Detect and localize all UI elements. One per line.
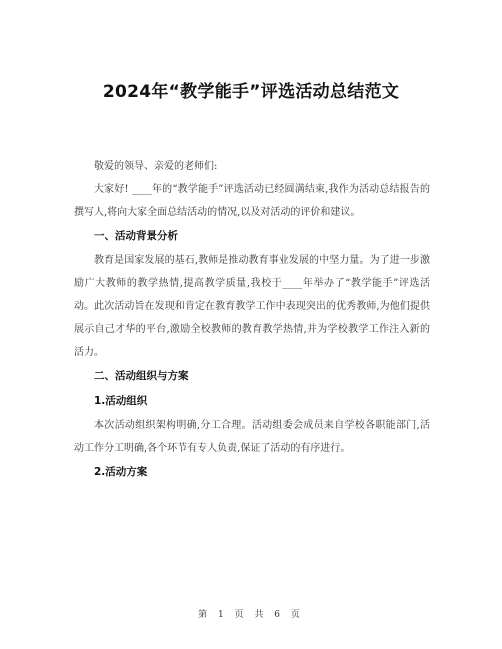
page-number-footer: 第 1 页 共 6 页 (198, 610, 304, 620)
greeting: 敬爱的领导、亲爱的老师们: (94, 161, 218, 172)
document-body (74, 155, 430, 485)
subsection-heading-plan: 2.活动方案 (94, 466, 148, 478)
document-title: 2024年“教学能手”评选活动总结范文 (102, 82, 400, 102)
subsection-organization-paragraph: 本次活动组织架构明确,分工合理。活动组委会成员来自学校各职能部门,活动工作分工明确,各个环节有专人负责,保证了活动的有序进行。 (74, 420, 430, 454)
subsection-heading-organization: 1.活动组织 (94, 395, 148, 407)
section-heading-organization: 二、活动组织与方案 (94, 370, 189, 382)
intro-paragraph: 大家好! ____年的“教学能手”评选活动已经圆满结束,我作为活动总结报告的撰写人,将向大家全面总结活动的情况,以及对活动的评价和建议。 (74, 184, 430, 218)
section-heading-background: 一、活动背景分析 (94, 230, 178, 242)
section-background-paragraph: 教育是国家发展的基石,教师是推动教育事业发展的中坚力量。为了进一步激励广大教师的教学热情,提高教学质量,我校于____年举办了“教学能手”评选活动。此次活动旨在发现和肯定在教育教学工作中表现突出的优秀教师,为他们提供展示自己才华的平台,激励全校教师的教育教学热情,并为学校教学工作注入新的活力。 (74, 255, 430, 358)
